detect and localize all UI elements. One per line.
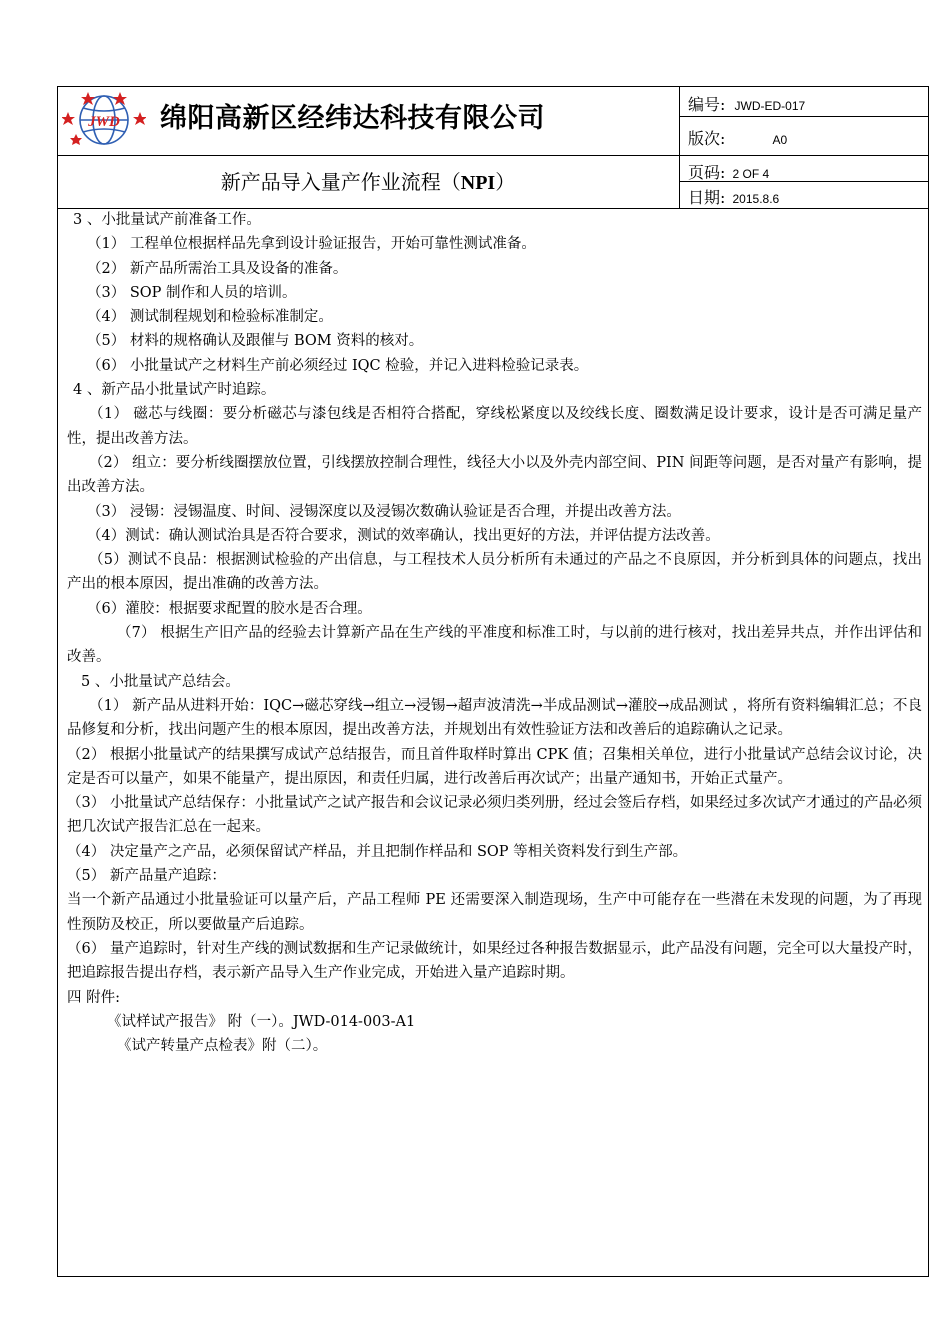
section-4-item: （5）测试不良品：根据测试检验的产出信息，与工程技术人员分析所有未通过的产品之不良原因，并分析到具体的问题点，找出产出的根本原因，提出准确的改善方法。 [67, 552, 922, 593]
section-5-item: （1） 新产品从进料开始：IQC→磁芯穿线→组立→浸锡→超声波清洗→半成品测试→灌胶→成品测试 ，将所有资料编辑汇总；不良品修复和分析，找出问题产生的根本原因，提出改善方法，并规划出有效性验证方法和改善后的追踪确认之记录。 [67, 697, 922, 739]
version-value: A0 [772, 133, 788, 147]
page-number [688, 160, 769, 183]
section-3-item: （3） SOP 制作和人员的培训。 [87, 284, 297, 301]
section-4-title: 4 、新产品小批量试产时追踪。 [73, 382, 276, 399]
title-prefix: 新产品导入量产作业流程（ [220, 170, 461, 194]
section-5-item: （6） 量产追踪时，针对生产线的测试数据和生产记录做统计，如果经过各种报告数据显示，此产品没有问题，完全可以大量投产时，把追踪报告提出存档，表示新产品导入生产作业完成，开始进入量产追踪时期。 [67, 940, 922, 982]
page-value: 2 OF 4 [732, 167, 770, 181]
title-suffix: ） [495, 170, 516, 194]
version-label: 版次: [688, 129, 726, 148]
section-5-item: （5） 新产品量产追踪： [67, 868, 226, 885]
section-5-title: 5 、小批量试产总结会。 [81, 673, 240, 690]
company-name: 绵阳高新区经纬达科技有限公司 [160, 103, 545, 134]
section-4-item: （3） 浸锡：浸锡温度、时间、浸锡深度以及浸锡次数确认验证是否合理，并提出改善方法。 [87, 503, 681, 520]
section-4-item: （6）灌胶：根据要求配置的胶水是否合理。 [87, 600, 372, 617]
meta-divider-1 [679, 116, 929, 117]
page-label: 页码: [688, 163, 726, 182]
meta-divider-2 [679, 155, 929, 156]
logo-text: JWD [88, 114, 120, 130]
section-3-item: （4） 测试制程规划和检验标准制定。 [87, 309, 333, 326]
doc-number-label: 编号: [688, 95, 726, 114]
title-code: NPI [460, 172, 496, 194]
section-3-item: （5） 材料的规格确认及跟催与 BOM 资料的核对。 [87, 333, 424, 350]
document-title [57, 166, 679, 195]
section-4-item: （1） 磁芯与线圈：要分析磁芯与漆包线是否相符合搭配，穿线松紧度以及绞线长度、圈数满足设计要求，设计是否可满足量产性，提出改善方法。 [67, 406, 922, 447]
header-column-divider [679, 86, 680, 208]
section-5-item: （3） 小批量试产总结保存：小批量试产之试产报告和会议记录必须归类列册，经过会签后存档，如果经过多次试产才通过的产品必须把几次试产报告汇总在一起来。 [67, 795, 922, 836]
section-3-item: （6） 小批量试产之材料生产前必须经过 IQC 检验，并记入进料检验记录表。 [87, 357, 589, 374]
attachment-item: 《试样试产报告》 附（一）。JWD-014-003-A1 [107, 1013, 416, 1030]
header-divider-left [57, 155, 679, 156]
doc-number [688, 92, 805, 115]
company-logo [62, 88, 146, 152]
section-5-item: （2） 根据小批量试产的结果撰写成试产总结报告，而且首件取样时算出 CPK 值；召集相关单位，进行小批量试产总结会议讨论，决定是否可以量产，如果不能量产，提出原因，和责任归属，进行改善后再次试产；出量产通知书，开始正式量产。 [67, 746, 922, 787]
section-3-title: 3 、小批量试产前准备工作。 [73, 212, 261, 228]
section-3-item: （1） 工程单位根据样品先拿到设计验证报告，开始可靠性测试准备。 [87, 236, 536, 253]
section-4-item: （4）测试：确认测试治具是否符合要求，测试的效率确认，找出更好的方法，并评估提方法改善。 [87, 527, 720, 544]
section-4-item: （7） 根据生产旧产品的经验去计算新产品在生产线的平准度和标准工时，与以前的进行核对，找出差异共点，并作出评估和改善。 [67, 625, 922, 666]
date-label: 日期: [688, 188, 726, 207]
section-5-item: （4） 决定量产之产品，必须保留试产样品，并且把制作样品和 SOP 等相关资料发行到生产部。 [67, 843, 688, 860]
date-value: 2015.8.6 [732, 192, 780, 206]
section-5-paragraph: 当一个新产品通过小批量验证可以量产后，产品工程师 PE 还需要深入制造现场，生产中可能存在一些潜在未发现的问题，为了再现性预防及校正，所以要做量产后追踪。 [67, 892, 922, 933]
attachment-item: 《试产转量产点检表》附（二）。 [117, 1038, 328, 1055]
document-body [67, 208, 922, 1058]
section-3-item: （2） 新产品所需治工具及设备的准备。 [87, 260, 348, 277]
section-4-item: （2） 组立：要分析线圈摆放位置，引线摆放控制合理性，线径大小以及外壳内部空间、PIN 间距等问题，是否对量产有影响，提出改善方法。 [67, 454, 922, 496]
doc-number-value: JWD-ED-017 [734, 99, 806, 113]
date [688, 185, 779, 208]
version [688, 126, 787, 149]
attachments-title: 四 附件: [67, 989, 120, 1006]
